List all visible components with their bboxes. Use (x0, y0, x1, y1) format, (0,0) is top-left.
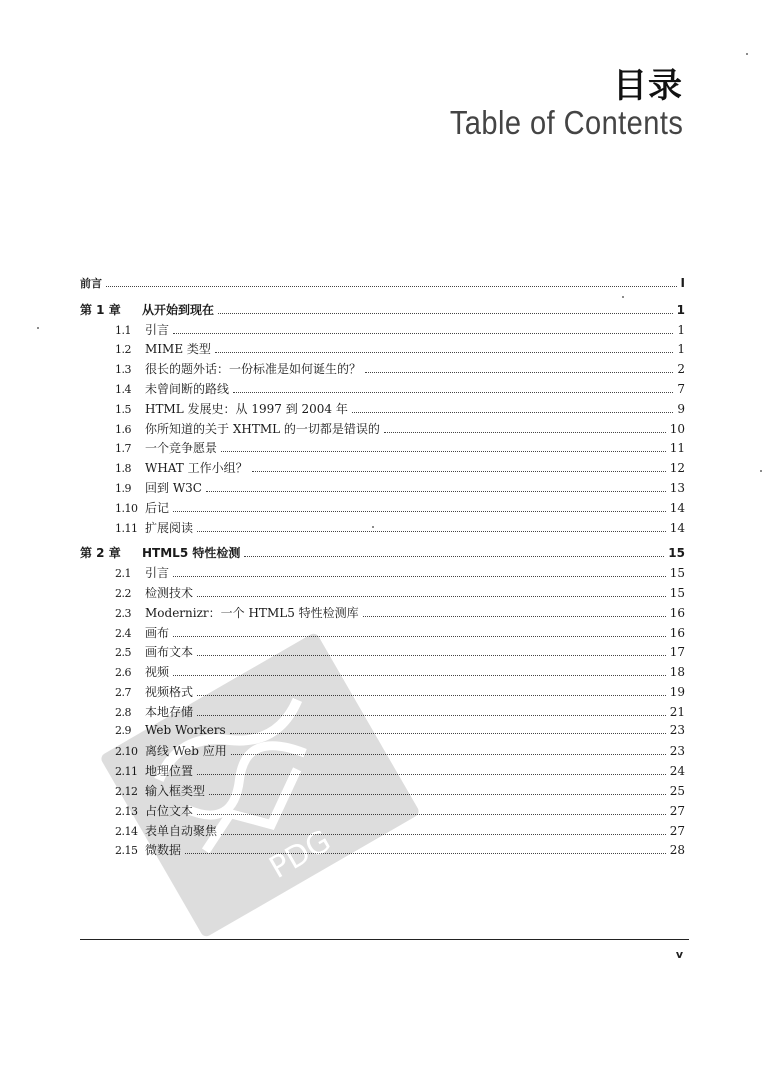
toc-section-entry[interactable] (80, 841, 685, 861)
dot-leader (252, 471, 666, 472)
toc-entry-title: WHAT 工作小组？ (145, 461, 248, 476)
watermark-text: PDG (263, 823, 337, 886)
toc-entry-number: 2.15 (115, 844, 138, 858)
dot-leader (365, 372, 673, 373)
dot-leader (197, 814, 666, 815)
toc-entry-number: 2.14 (115, 824, 138, 838)
toc-entry-page: 27 (669, 803, 685, 818)
toc-entry-number: 1.7 (115, 442, 131, 456)
toc-entry-title: 未曾间断的路线 (145, 381, 230, 396)
dot-leader (173, 576, 666, 577)
toc-entry-number: 2.10 (115, 745, 138, 759)
toc-entry-page: 15 (668, 546, 685, 561)
toc-entry-page: 7 (677, 381, 685, 396)
dot-leader (221, 451, 666, 452)
toc-entry-title: 从开始到现在 (142, 302, 215, 317)
toc-section-entry[interactable] (80, 360, 685, 380)
dot-leader (244, 556, 664, 557)
dot-leader (197, 774, 666, 775)
toc-section-entry[interactable] (80, 822, 685, 842)
dot-leader (384, 432, 666, 433)
toc-entry-title: 占位文本 (145, 803, 194, 818)
toc-section-entry[interactable] (80, 380, 685, 400)
toc-entry-page: 17 (669, 645, 685, 660)
toc-entry-title: Web Workers (145, 722, 226, 737)
dot-leader (363, 616, 666, 617)
toc-entry-page: 10 (669, 421, 685, 436)
toc-section-entry[interactable] (80, 400, 685, 420)
dot-leader (221, 834, 666, 835)
toc-entry-number: 1.1 (115, 323, 131, 337)
toc-entry-number: 2.1 (115, 567, 131, 581)
toc-entry-title: 前言 (80, 277, 102, 290)
toc-entry-page: 11 (669, 441, 685, 456)
dot-leader (197, 715, 666, 716)
toc-entry-number: 第 2 章 (80, 546, 121, 561)
toc-entry-number: 2.9 (115, 723, 131, 737)
scan-speck (372, 526, 374, 528)
footer-rule (80, 939, 689, 940)
dot-leader (233, 392, 673, 393)
toc-entry-number: 1.8 (115, 462, 131, 476)
toc-entry-page: 23 (669, 722, 685, 737)
page-title-cn: 目录 (613, 66, 683, 106)
toc-entry-page: 25 (669, 783, 685, 798)
table-of-contents (80, 275, 685, 861)
toc-entry-page: 1 (676, 302, 685, 317)
toc-entry-page: 28 (669, 843, 685, 858)
toc-entry-page: 19 (669, 684, 685, 699)
toc-section-entry[interactable] (80, 420, 685, 440)
toc-entry-page: 18 (669, 665, 685, 680)
toc-entry-page: 14 (669, 520, 685, 535)
dot-leader (173, 511, 666, 512)
toc-entry-title: MIME 类型 (145, 342, 211, 357)
toc-section-entry[interactable] (80, 564, 685, 584)
toc-front-entry[interactable] (80, 275, 685, 295)
toc-section-entry[interactable] (80, 604, 685, 624)
toc-entry-page: 2 (677, 362, 685, 377)
toc-section-entry[interactable] (80, 703, 685, 723)
dot-leader (352, 412, 673, 413)
toc-section-entry[interactable] (80, 459, 685, 479)
toc-entry-page: 16 (669, 605, 685, 620)
dot-leader (197, 695, 666, 696)
toc-section-entry[interactable] (80, 683, 685, 703)
dot-leader (197, 531, 666, 532)
toc-entry-title: 检测技术 (145, 585, 194, 600)
dot-leader (215, 352, 673, 353)
toc-entry-page: 9 (677, 401, 685, 416)
toc-entry-title: Modernizr：一个 HTML5 特性检测库 (145, 605, 359, 620)
page-title-en: Table of Contents (449, 104, 683, 141)
dot-leader (206, 491, 666, 492)
toc-entry-page: 14 (669, 500, 685, 515)
toc-entry-page: 1 (677, 342, 685, 357)
toc-entry-number: 2.2 (115, 586, 131, 600)
page-number: v (675, 948, 683, 961)
toc-entry-title: 视频格式 (145, 684, 194, 699)
dot-leader (173, 675, 666, 676)
toc-entry-title: 后记 (145, 500, 170, 515)
toc-entry-page: I (680, 276, 685, 290)
toc-entry-number: 2.7 (115, 685, 131, 699)
toc-entry-page: 16 (669, 625, 685, 640)
toc-section-entry[interactable] (80, 624, 685, 644)
toc-entry-number: 1.2 (115, 343, 131, 357)
toc-entry-number: 1.6 (115, 422, 131, 436)
toc-entry-title: HTML 发展史：从 1997 到 2004 年 (145, 401, 348, 416)
toc-entry-page: 24 (669, 764, 685, 779)
toc-section-entry[interactable] (80, 321, 685, 341)
dot-leader (173, 636, 666, 637)
toc-entry-title: 表单自动聚焦 (145, 823, 218, 838)
toc-entry-title: 扩展阅读 (145, 520, 194, 535)
dot-leader (173, 333, 673, 334)
scan-speck (746, 53, 748, 55)
toc-entry-number: 2.8 (115, 705, 131, 719)
toc-entry-page: 13 (669, 480, 685, 495)
toc-entry-title: 本地存储 (145, 704, 194, 719)
toc-entry-title: 引言 (145, 566, 170, 581)
toc-entry-page: 12 (669, 461, 685, 476)
toc-section-entry[interactable] (80, 782, 685, 802)
toc-entry-number: 1.11 (115, 521, 138, 535)
toc-entry-number: 2.3 (115, 606, 131, 620)
toc-entry-title: 一个竞争愿景 (145, 441, 218, 456)
toc-entry-title: 很长的题外话：一份标准是如何诞生的？ (145, 362, 362, 377)
toc-section-entry[interactable] (80, 643, 685, 663)
toc-entry-page: 23 (669, 744, 685, 759)
toc-entry-number: 2.6 (115, 666, 131, 680)
toc-entry-title: 输入框类型 (145, 783, 206, 798)
toc-entry-page: 27 (669, 823, 685, 838)
toc-section-entry[interactable] (80, 499, 685, 519)
toc-section-entry[interactable] (80, 762, 685, 782)
toc-chapter-entry[interactable] (80, 544, 685, 564)
dot-leader (185, 853, 666, 854)
dot-leader (218, 313, 673, 314)
toc-entry-number: 第 1 章 (80, 302, 121, 317)
toc-entry-title: 视频 (145, 665, 170, 680)
toc-entry-number: 1.4 (115, 382, 131, 396)
toc-section-entry[interactable] (80, 663, 685, 683)
scan-speck (760, 470, 762, 472)
toc-entry-title: 你所知道的关于 XHTML 的一切都是错误的 (145, 421, 380, 436)
toc-entry-page: 15 (669, 585, 685, 600)
toc-section-entry[interactable] (80, 802, 685, 822)
dot-leader (230, 733, 666, 734)
toc-section-entry[interactable] (80, 584, 685, 604)
toc-entry-title: 画布 (145, 625, 170, 640)
toc-section-entry[interactable] (80, 340, 685, 360)
scan-speck (622, 296, 624, 298)
dot-leader (197, 596, 666, 597)
toc-entry-number: 1.5 (115, 402, 131, 416)
toc-entry-number: 1.3 (115, 363, 131, 377)
dot-leader (197, 655, 666, 656)
toc-section-entry[interactable] (80, 479, 685, 499)
toc-entry-title: 地理位置 (145, 764, 194, 779)
toc-entry-page: 15 (669, 566, 685, 581)
toc-entry-number: 2.5 (115, 646, 131, 660)
toc-entry-title: 画布文本 (145, 645, 194, 660)
toc-section-entry[interactable] (80, 723, 685, 743)
toc-entry-page: 1 (677, 322, 685, 337)
toc-entry-number: 2.12 (115, 784, 138, 798)
toc-entry-title: HTML5 特性检测 (142, 546, 241, 561)
toc-section-entry[interactable] (80, 439, 685, 459)
toc-section-entry[interactable] (80, 519, 685, 539)
toc-section-entry[interactable] (80, 742, 685, 762)
toc-entry-page: 21 (669, 704, 685, 719)
toc-entry-number: 1.10 (115, 501, 138, 515)
toc-entry-number: 2.13 (115, 804, 138, 818)
toc-chapter-entry[interactable] (80, 301, 685, 321)
toc-entry-title: 离线 Web 应用 (145, 744, 227, 759)
scan-speck (37, 327, 39, 329)
toc-entry-title: 引言 (145, 322, 170, 337)
dot-leader (106, 286, 677, 287)
toc-entry-number: 1.9 (115, 481, 131, 495)
toc-entry-number: 2.11 (115, 765, 138, 779)
toc-entry-title: 回到 W3C (145, 480, 202, 495)
dot-leader (231, 754, 666, 755)
dot-leader (209, 794, 666, 795)
toc-entry-number: 2.4 (115, 626, 131, 640)
toc-entry-title: 微数据 (145, 843, 182, 858)
